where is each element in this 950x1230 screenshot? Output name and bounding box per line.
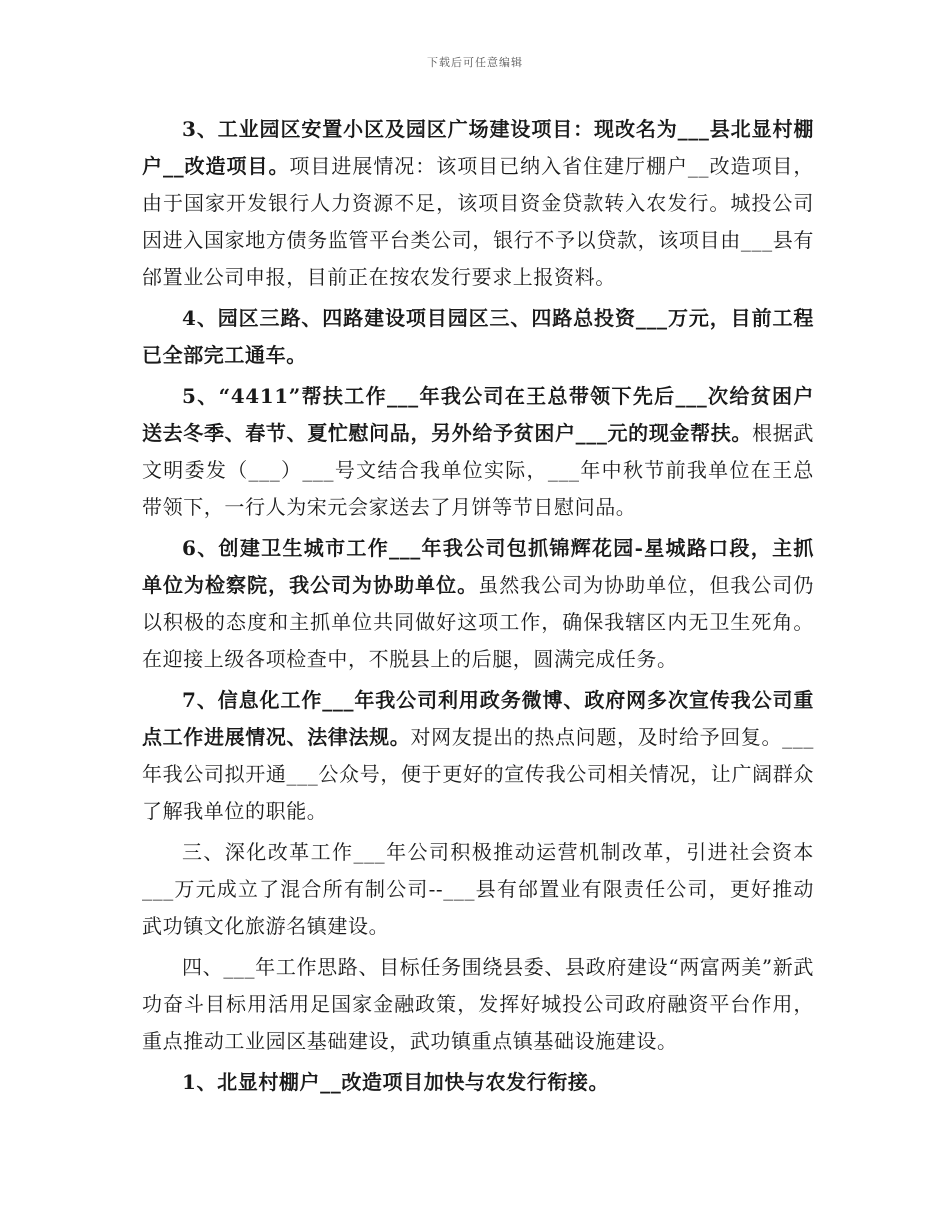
paragraph-text: 四、___年工作思路、目标任务围绕县委、县政府建设“两富两美”新武功奋斗目标用活用足国家金融政策，发挥好城投公司政府融资平台作用，重点推动工业园区基础建设，武功镇重点镇基础设施建设。 bbox=[142, 955, 814, 1053]
paragraph-heading: 6、创建卫生城市工作___年我公司包抓锦辉花园-星城路口段，主抓单位为检察院，我公司为协助单位。 bbox=[142, 536, 814, 597]
paragraph-text: 三、深化改革工作___年公司积极推动运营机制改革，引进社会资本___万元成立了混合所有制公司--___县有邰置业有限责任公司，更好推动武功镇文化旅游名镇建设。 bbox=[142, 840, 814, 938]
paragraph-heading: 3、工业园区安置小区及园区广场建设项目：现改名为___县北显村棚户__改造项目。 bbox=[142, 117, 814, 178]
paragraph-heading: 1、北显村棚户__改造项目加快与农发行衔接。 bbox=[182, 1070, 610, 1094]
paragraph-heading: 7、信息化工作___年我公司利用政务微博、政府网多次宣传我公司重点工作进展情况、法律法规。 bbox=[142, 688, 814, 749]
paragraph-item-4 bbox=[142, 300, 814, 374]
paragraph-item-6 bbox=[142, 530, 814, 678]
paragraph-heading: 4、园区三路、四路建设项目园区三、四路总投资___万元，目前工程已全部完工通车。 bbox=[142, 306, 814, 367]
paragraph-text: 虽然我公司为协助单位，但我公司仍以积极的态度和主抓单位共同做好这项工作，确保我辖区内无卫生死角。在迎接上级各项检查中，不脱县上的后腿，圆满完成任务。 bbox=[142, 573, 814, 671]
paragraph-text: 项目进展情况：该项目已纳入省住建厅棚户__改造项目，由于国家开发银行人力资源不足，该项目资金贷款转入农发行。城投公司因进入国家地方债务监管平台类公司，银行不予以贷款，该项目由___县有邰置业公司申报，目前正在按农发行要求上报资料。 bbox=[142, 154, 814, 289]
paragraph-section-4 bbox=[142, 949, 814, 1060]
paragraph-text: 根据武文明委发（___）___号文结合我单位实际，___年中秋节前我单位在王总带领下，一行人为宋元会家送去了月饼等节日慰问品。 bbox=[142, 421, 814, 519]
page-header-note: 下载后可任意编辑 bbox=[427, 56, 523, 69]
paragraph-item-5 bbox=[142, 378, 814, 526]
paragraph-item-3 bbox=[142, 111, 814, 296]
paragraph-heading: 5、“4411”帮扶工作___年我公司在王总带领下先后___次给贫困户送去冬季、春节、夏忙慰问品，另外给予贫困户___元的现金帮扶。 bbox=[142, 384, 814, 445]
document-body bbox=[142, 111, 814, 1101]
paragraph-section-3 bbox=[142, 834, 814, 945]
paragraph-text: 对网友提出的热点问题，及时给予回复。___年我公司拟开通___公众号，便于更好的宣传我公司相关情况，让广阔群众了解我单位的职能。 bbox=[142, 725, 814, 823]
paragraph-item-1 bbox=[142, 1064, 814, 1101]
paragraph-item-7 bbox=[142, 682, 814, 830]
